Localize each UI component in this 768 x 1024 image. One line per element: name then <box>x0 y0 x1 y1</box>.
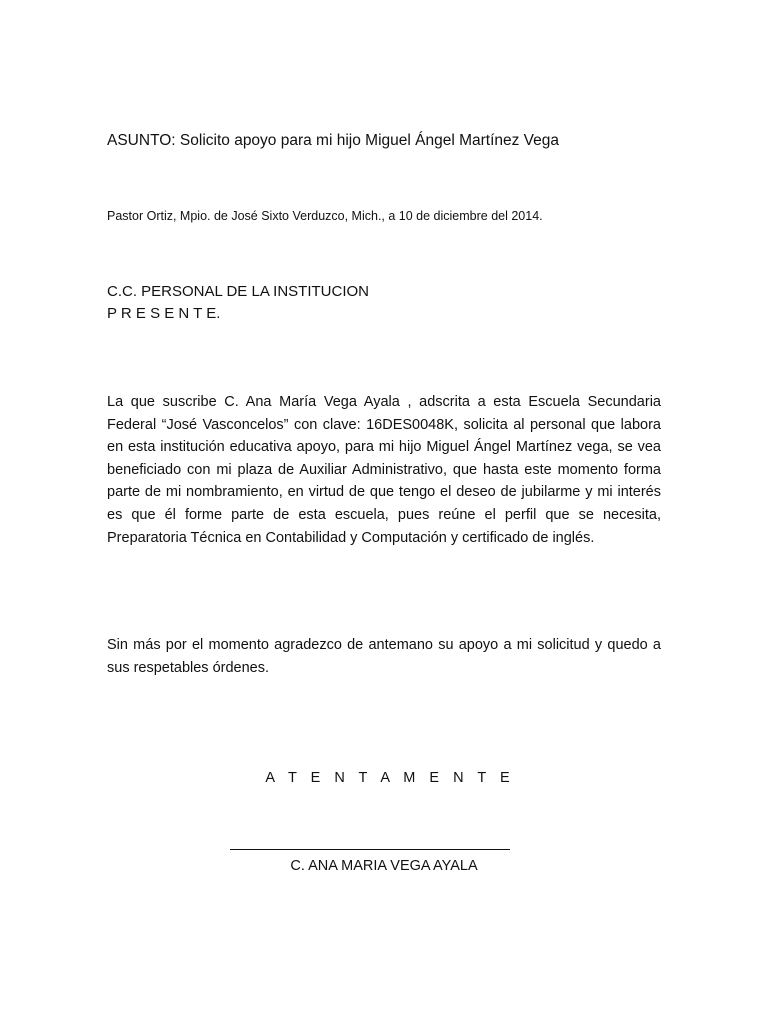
subject-line: ASUNTO: Solicito apoyo para mi hijo Miguel Ángel Martínez Vega <box>107 132 560 149</box>
presente-line: P R E S E N T E. <box>107 305 221 322</box>
signer-name: C. ANA MARIA VEGA AYALA <box>290 858 478 874</box>
closing-atentamente: A T E N T A M E N T E <box>265 770 515 786</box>
body-paragraph-request: La que suscribe C. Ana María Vega Ayala , adscrita a esta Escuela Secundaria Federal “José Vasconcelos” con clave: 16DES0048K, solicita al personal que labora en esta institución educativa apoyo, para mi hijo Miguel Ángel Martínez vega, se vea beneficiado con mi plaza de Auxiliar Administrativo, que hasta este momento forma parte de mi nombramiento, en virtud de que tengo el deseo de jubilarme y mi interés es que él forme parte de esta escuela, pues reúne el perfil que se necesita, Preparatoria Técnica en Contabilidad y Computación y certificado de inglés. <box>107 394 661 546</box>
place-date-line: Pastor Ortiz, Mpio. de José Sixto Verduzco, Mich., a 10 de diciembre del 2014. <box>107 209 543 223</box>
body-paragraph-thanks: Sin más por el momento agradezco de antemano su apoyo a mi solicitud y quedo a sus respetables órdenes. <box>107 637 661 676</box>
signature-line <box>230 849 510 850</box>
recipient-line: C.C. PERSONAL DE LA INSTITUCION <box>107 283 369 300</box>
